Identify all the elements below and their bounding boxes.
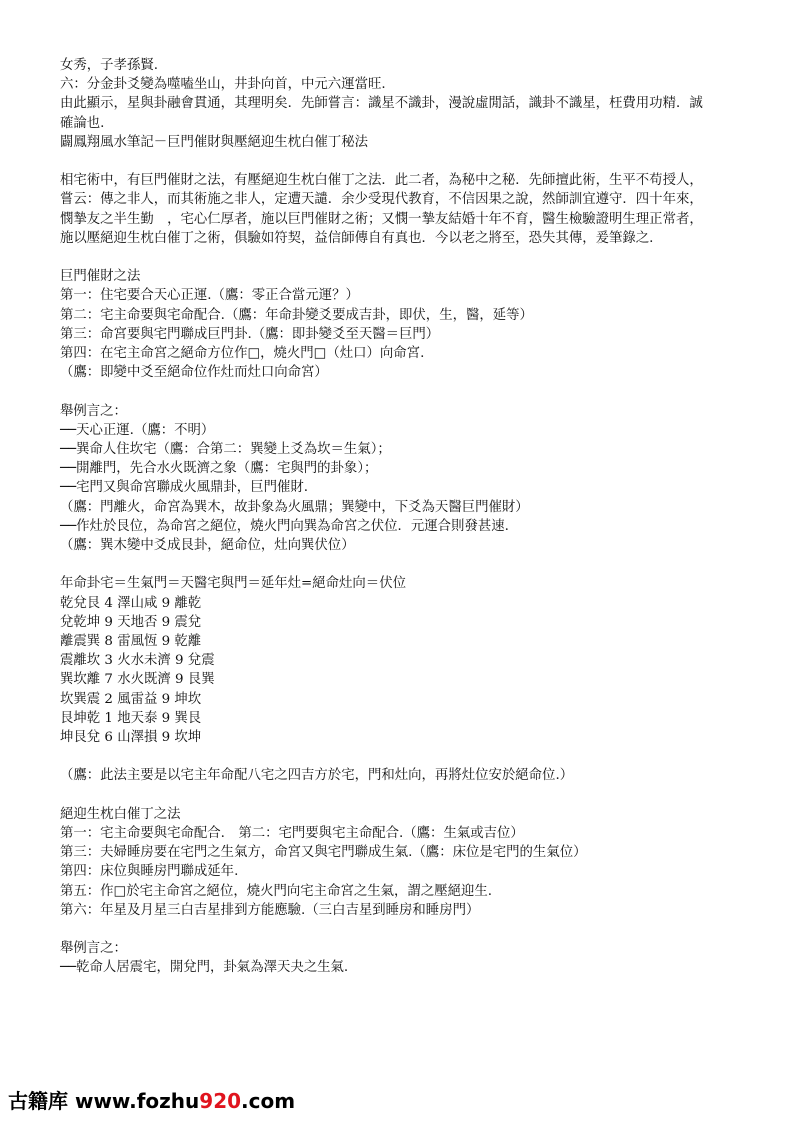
text-line: 第一：住宅要合天心正運.（鷹：零正合當元運？） xyxy=(60,288,359,304)
text-line: 震離坎 3 火水未濟 9 兌震 xyxy=(60,653,215,669)
text-line: 巽坎離 7 水火既濟 9 艮巽 xyxy=(60,672,215,688)
blank-line xyxy=(60,555,740,574)
text-line: 離震巽 8 雷風恆 9 乾離 xyxy=(60,634,202,650)
text-line: ──作灶於艮位，為命宮之絕位，燒火門向巽為命宮之伏位．元運合則發甚速. xyxy=(60,518,509,534)
blank-line xyxy=(60,382,740,401)
text-line: 相宅術中，有巨門催財之法，有壓絕迎生枕白催丁之法．此二者，為秘中之秘．先師擅此術，生平不苟授人， xyxy=(60,173,703,189)
text-line: 第三：命宮要與宅門聯成巨門卦.（鷹：即卦變爻至天醫＝巨門） xyxy=(60,326,440,342)
text-line: 兌乾坤 9 天地否 9 震兌 xyxy=(60,614,202,630)
text-line: 闢鳳翔風水筆記－巨門催財與壓絕迎生枕白催丁秘法 xyxy=(60,134,368,150)
text-line: 年命卦宅＝生氣門＝天醫宅與門＝延年灶=絕命灶向＝伏位 xyxy=(60,576,406,592)
text-line: 第一：宅主命要與宅命配合. 第二：宅門要與宅主命配合.（鷹：生氣或吉位） xyxy=(60,826,524,842)
blank-line xyxy=(60,248,740,267)
text-line: （鷹：巽木變中爻成艮卦，絕命位，灶向巽伏位） xyxy=(60,538,355,554)
text-line: 女秀，子孝孫賢. xyxy=(60,58,158,73)
blank-line xyxy=(60,152,740,171)
text-line: 坎巽震 2 風雷益 9 坤坎 xyxy=(60,691,202,707)
text-line: ──巽命人住坎宅（鷹：合第二：巽變上爻為坎＝生氣）； xyxy=(60,442,391,458)
text-line: 舉例言之： xyxy=(60,941,127,957)
text-line: 舉例言之： xyxy=(60,403,127,419)
watermark-url-suffix: .com xyxy=(241,1089,296,1113)
watermark-url-number: 920 xyxy=(199,1089,242,1113)
text-line: 嘗云：傳之非人，而其術施之非人，定遭天譴．余少受現代教育，不信因果之說，然師訓宜遵守．四十年來， xyxy=(60,192,703,208)
text-line: ──乾命人居震宅，開兌門，卦氣為澤天夬之生氣. xyxy=(60,960,349,976)
text-line: ──天心正運.（鷹：不明） xyxy=(60,422,215,438)
text-line: 由此顯示，星與卦融會貫通，其理明矣．先師嘗言：識星不識卦，漫說虛閒話，識卦不識星，枉費用功精．誠 xyxy=(60,96,703,112)
text-line: （鷹：門離火，命宮為巽木，故卦象為火風鼎；巽變中，下爻為天醫巨門催財） xyxy=(60,499,529,515)
blank-line xyxy=(60,920,740,939)
watermark-name: 古籍库 xyxy=(8,1089,68,1113)
text-line: 施以壓絕迎生枕白催丁之術，俱驗如符契，益信師傳自有真也．今以老之將至，恐失其傳，爰筆錄之. xyxy=(60,230,654,246)
text-line: （鷹：即變中爻至絕命位作灶而灶口向命宮） xyxy=(60,365,328,381)
text-line: 第四：床位與睡房門聯成延年. xyxy=(60,864,239,880)
text-line: 第五：作□於宅主命宮之絕位，燒火門向宅主命宮之生氣，謂之壓絕迎生. xyxy=(60,883,493,899)
text-line: ──開離門，先合水火既濟之象（鷹：宅與門的卦象）； xyxy=(60,461,378,477)
text-line: 第三：夫婦睡房要在宅門之生氣方，命宮又與宅門聯成生氣.（鷹：床位是宅門的生氣位） xyxy=(60,845,587,861)
text-line: （鷹：此法主要是以宅主年命配八宅之四吉方於宅，門和灶向，再將灶位安於絕命位.） xyxy=(60,768,574,784)
text-line: 第四：在宅主命宮之絕命方位作□，燒火門□（灶口）向命宮. xyxy=(60,346,425,362)
text-line: 第二：宅主命要與宅命配合.（鷹：年命卦變爻要成吉卦，即伏，生，醫，延等） xyxy=(60,307,533,323)
text-line: 第六：年星及月星三白吉星排到方能應驗.（三白吉星到睡房和睡房門） xyxy=(60,902,480,918)
document-body xyxy=(60,56,740,978)
watermark-footer xyxy=(8,1088,295,1114)
text-line: 乾兌艮 4 澤山咸 9 離乾 xyxy=(60,595,202,611)
text-line: 絕迎生枕白催丁之法 xyxy=(60,806,181,822)
watermark-url-prefix: www.fozhu xyxy=(74,1089,200,1113)
text-line: 憫摯友之半生勤 ，宅心仁厚者，施以巨門催財之術；又憫一摯友結婚十年不育，醫生檢驗證明生理正常者， xyxy=(60,211,703,227)
text-line: 確論也. xyxy=(60,115,105,131)
text-line: 巨門催財之法 xyxy=(60,269,141,285)
text-line: 艮坤乾 1 地天泰 9 巽艮 xyxy=(60,710,202,726)
text-line: ──宅門又與命宮聯成火風鼎卦，巨門催財. xyxy=(60,480,309,496)
text-line: 六：分金卦爻變為噬嗑坐山，井卦向首，中元六運當旺. xyxy=(60,77,386,93)
blank-line xyxy=(60,747,740,766)
text-line: 坤艮兌 6 山澤損 9 坎坤 xyxy=(60,730,202,746)
blank-line xyxy=(60,786,740,805)
